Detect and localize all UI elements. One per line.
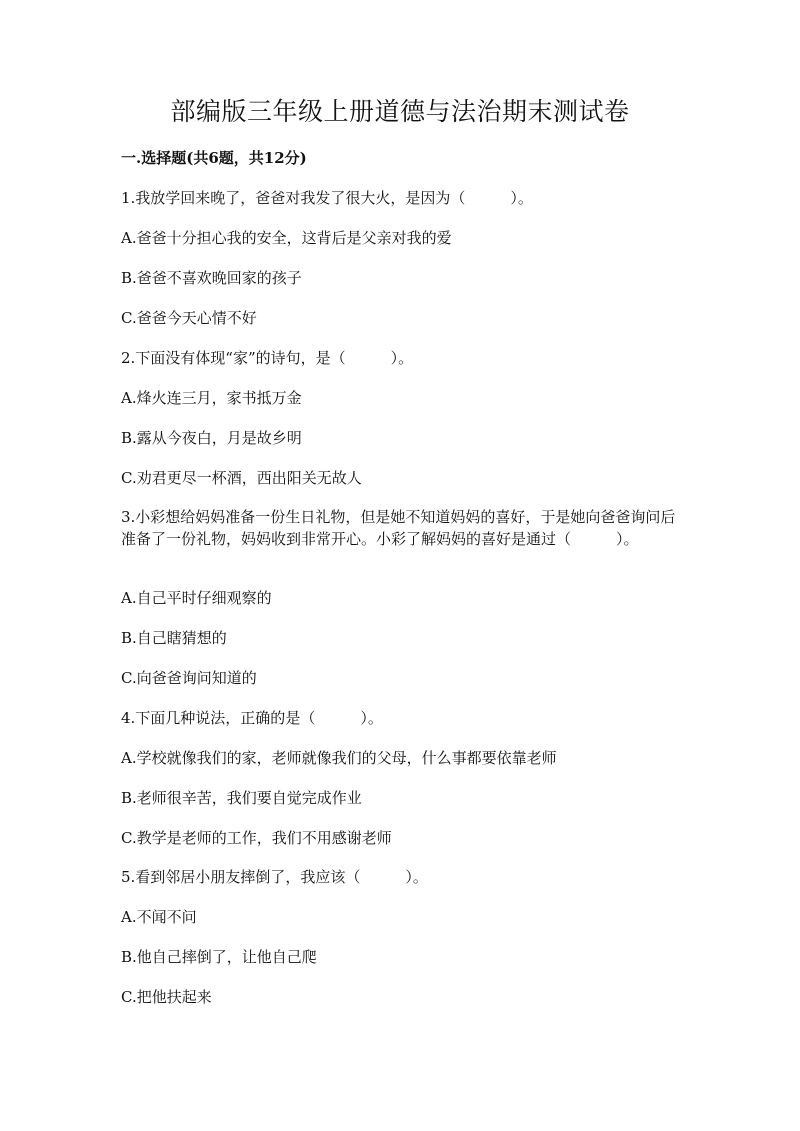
option-a: A.学校就像我们的家，老师就像我们的父母，什么事都要依靠老师 xyxy=(121,749,557,767)
option-b: B.他自己摔倒了，让他自己爬 xyxy=(121,948,317,966)
question-stem: 1.我放学回来晚了，爸爸对我发了很大火，是因为（ ）。 xyxy=(121,189,533,207)
option-c: C.教学是老师的工作，我们不用感谢老师 xyxy=(121,829,392,847)
option-b: B.露从今夜白，月是故乡明 xyxy=(121,429,302,447)
page-title: 部编版三年级上册道德与法治期末测试卷 xyxy=(170,97,630,126)
option-c: C.把他扶起来 xyxy=(121,988,212,1006)
option-b: B.爸爸不喜欢晚回家的孩子 xyxy=(121,269,302,287)
section-heading: 一.选择题(共6题，共12分) xyxy=(121,149,307,167)
option-a: A.不闻不问 xyxy=(121,908,197,926)
option-b: B.自己瞎猜想的 xyxy=(121,629,227,647)
question-stem: 4.下面几种说法，正确的是（ ）。 xyxy=(121,709,383,727)
option-a: A.爸爸十分担心我的安全，这背后是父亲对我的爱 xyxy=(121,229,452,247)
question-stem: 2.下面没有体现“家”的诗句，是（ ）。 xyxy=(121,349,414,367)
option-b: B.老师很辛苦，我们要自觉完成作业 xyxy=(121,789,362,807)
option-c: C.向爸爸询问知道的 xyxy=(121,669,257,687)
option-c: C.爸爸今天心情不好 xyxy=(121,309,257,327)
option-a: A.自己平时仔细观察的 xyxy=(121,589,272,607)
question-stem: 3.小彩想给妈妈准备一份生日礼物，但是她不知道妈妈的喜好，于是她向爸爸询问后准备了一份礼物，妈妈收到非常开心。小彩了解妈妈的喜好是通过（ ）。 xyxy=(121,508,676,548)
question-stem: 5.看到邻居小朋友摔倒了，我应该（ ）。 xyxy=(121,868,428,886)
option-a: A.烽火连三月，家书抵万金 xyxy=(121,389,302,407)
option-c: C.劝君更尽一杯酒，西出阳关无故人 xyxy=(121,469,362,487)
